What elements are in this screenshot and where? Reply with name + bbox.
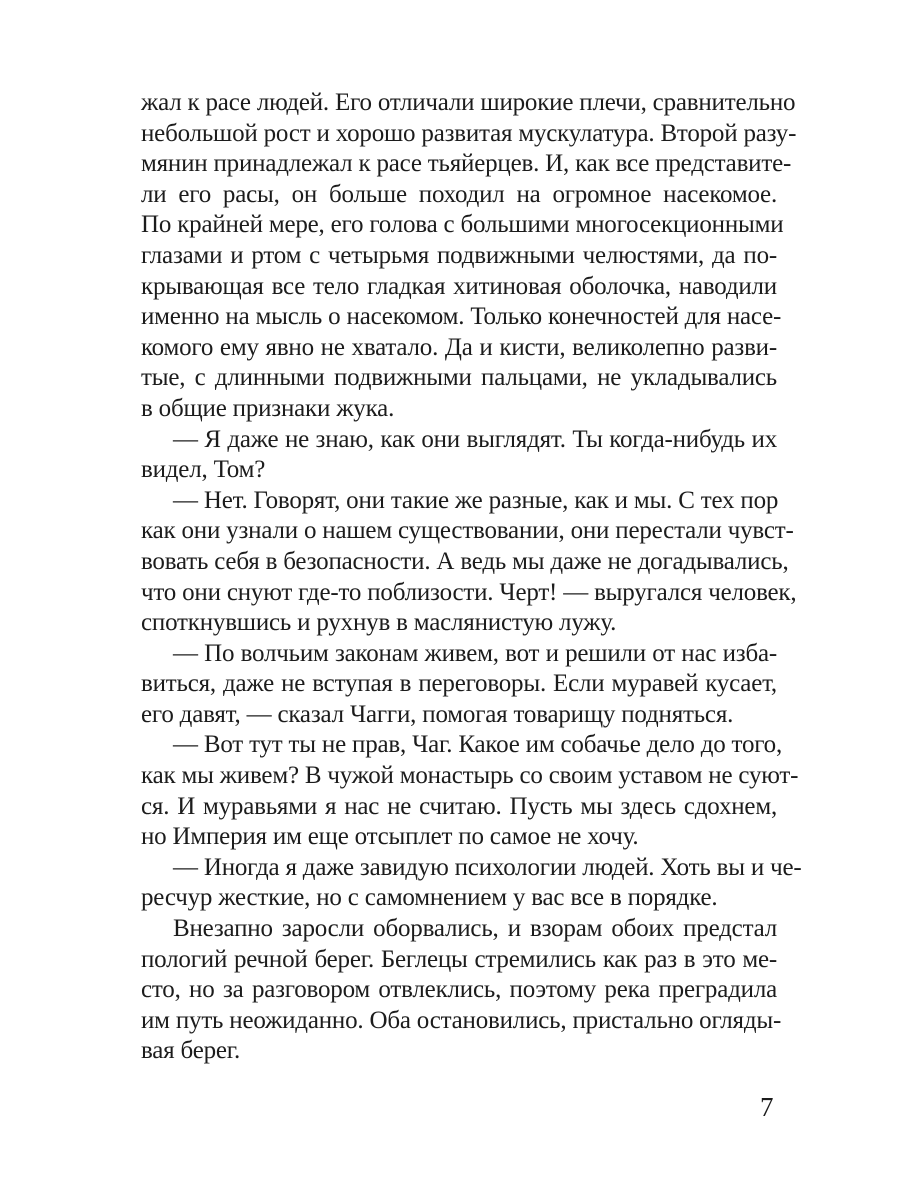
text-line: небольшой рост и хорошо развитая мускулатура. Второй разу- [141, 119, 797, 147]
text-line: — Иногда я даже завидую психологии людей. Хоть вы и че- [173, 853, 802, 881]
text-line: как они узнали о нашем существовании, они перестали чувст- [141, 517, 794, 545]
text-line: что они снуют где-то поблизости. Черт! — выругался человек, [141, 578, 797, 606]
page-number: 7 [760, 1092, 774, 1122]
text-line: ся. И муравьями я нас не считаю. Пусть мы здесь сдохнем, [141, 792, 777, 820]
paragraph-dialogue [141, 639, 777, 731]
text-line: именно на мысль о насекомом. Только конечностей для насе- [141, 303, 782, 331]
text-line: — По волчьим законам живем, вот и решили от нас изба- [173, 639, 777, 667]
text-line: его давят, — сказал Чагги, помогая товарищу подняться. [141, 700, 734, 728]
paragraph-dialogue [141, 425, 777, 486]
text-line: мянин принадлежал к расе тьяйерцев. И, как все представите- [141, 150, 792, 178]
page-body-text [141, 88, 802, 1067]
text-line: в общие признаки жука. [141, 394, 395, 422]
text-line: видел, Том? [141, 456, 266, 484]
text-line: — Нет. Говорят, они такие же разные, как и мы. С тех пор [173, 486, 779, 514]
text-line: Внезапно заросли оборвались, и взорам обоих предстал [173, 915, 777, 943]
paragraph-narration [141, 88, 797, 425]
text-line: виться, даже не вступая в переговоры. Если муравей кусает, [141, 670, 777, 698]
text-line: крывающая все тело гладкая хитиновая оболочка, наводили [141, 272, 777, 300]
text-line: ресчур жесткие, но с самомнением у вас все в порядке. [141, 884, 718, 912]
text-line: как мы живем? В чужой монастырь со своим уставом не суют- [141, 762, 799, 790]
text-line: вовать себя в безопасности. А ведь мы даже не догадывались, [141, 547, 789, 575]
text-line: тые, с длинными подвижными пальцами, не укладывались [141, 364, 777, 392]
text-line: — Вот тут ты не прав, Чаг. Какое им собачье дело до того, [173, 731, 783, 759]
text-line: комого ему явно не хватало. Да и кисти, великолепно разви- [141, 333, 777, 361]
text-line: глазами и ртом с четырьмя подвижными челюстями, да по- [141, 241, 777, 269]
text-line: вая берег. [141, 1037, 241, 1065]
text-line: По крайней мере, его голова с большими многосекционными [141, 211, 784, 239]
text-line: но Империя им еще отсыплет по самое не хочу. [141, 823, 639, 851]
paragraph-dialogue [141, 853, 802, 914]
text-line: сто, но за разговором отвлеклись, поэтому река преградила [141, 976, 777, 1004]
paragraph-narration [141, 914, 782, 1067]
paragraph-dialogue [141, 486, 797, 639]
text-line: споткнувшись и рухнув в маслянистую лужу. [141, 609, 617, 637]
paragraph-dialogue [141, 730, 799, 852]
text-line: — Я даже не знаю, как они выглядят. Ты когда-нибудь их [173, 425, 777, 453]
text-line: ли его расы, он больше походил на огромное насекомое. [141, 180, 777, 208]
text-line: пологий речной берег. Беглецы стремились как раз в это ме- [141, 945, 777, 973]
text-line: им путь неожиданно. Оба остановились, пристально огляды- [141, 1006, 782, 1034]
text-line: жал к расе людей. Его отличали широкие плечи, сравнительно [141, 89, 796, 116]
